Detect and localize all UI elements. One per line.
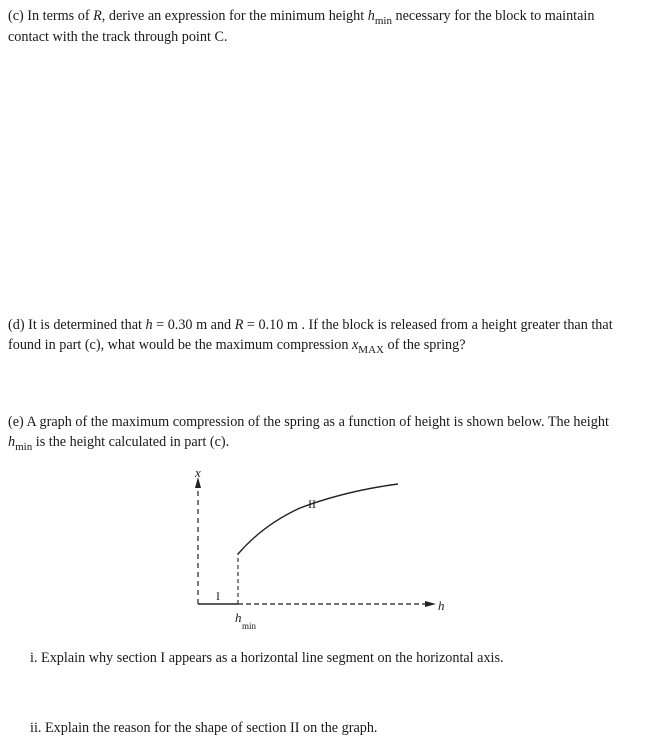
subscript-min: min (374, 15, 392, 27)
var-r: R (93, 8, 102, 24)
subscript-max: MAX (358, 344, 384, 356)
part-d-question: (d) It is determined that h = 0.30 m and R = 0.10 m . If the block is released from a height greater than that found in part (c), what would be the maximum compression $x_{MAX}$ of the spring? (8, 317, 613, 356)
var-r: R (234, 317, 244, 333)
y-axis-label: x (195, 465, 201, 480)
section-1-label: I (216, 589, 220, 603)
x-axis-label: h (438, 598, 445, 613)
hmin-subscript: min (242, 621, 257, 631)
var-h: h (367, 8, 375, 24)
var-x: x (351, 337, 359, 353)
section-2-label: II (308, 497, 316, 511)
part-e-question: (e) A graph of the maximum compression of the spring as a function of height is shown below. The height $h_{min}$ is the height calculated in part (c). (8, 414, 609, 453)
subscript-min: min (15, 441, 33, 453)
x-axis-arrow (425, 601, 436, 607)
hmin-label: h (235, 610, 242, 625)
var-h: h (145, 317, 153, 333)
question-i: i. Explain why section I appears as a horizontal line segment on the horizontal axis. (30, 650, 504, 666)
var-h: h (8, 434, 16, 450)
section-2-curve (238, 484, 398, 554)
question-ii: ii. Explain the reason for the shape of section II on the graph. (30, 720, 378, 736)
part-c-question: (c) In terms of R, derive an expression for the minimum height $h_{min}$ necessary for the block to maintain contact with the track through point C. (8, 8, 595, 45)
